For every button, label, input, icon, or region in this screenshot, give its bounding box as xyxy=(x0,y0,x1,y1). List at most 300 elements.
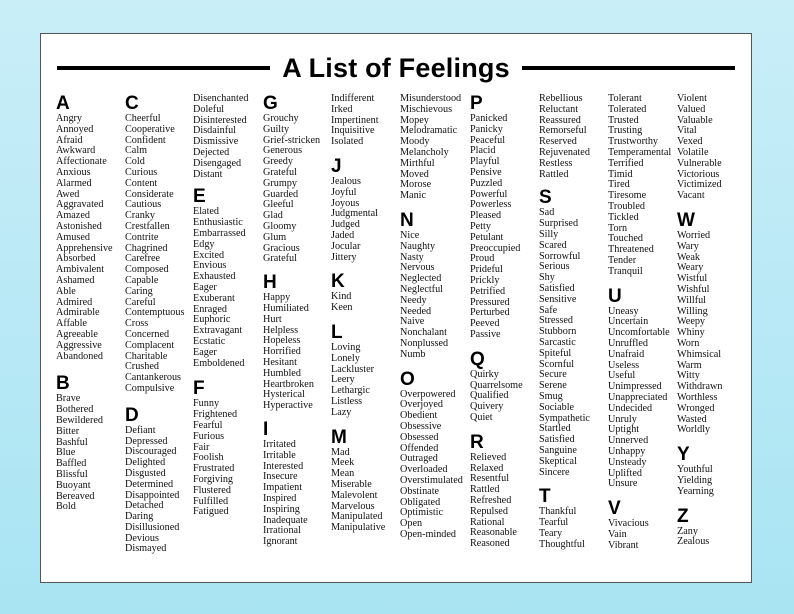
feeling-word: Uncertain xyxy=(608,316,649,328)
feeling-word: Weak xyxy=(677,251,700,263)
feeling-word: Amazed xyxy=(56,210,90,222)
feeling-word: Vulnerable xyxy=(677,157,722,169)
feeling-word: Misunderstood xyxy=(400,93,462,104)
feeling-word: Repulsed xyxy=(470,505,508,517)
feeling-word: Embarrassed xyxy=(193,227,246,239)
feeling-word-list xyxy=(608,94,688,278)
feeling-word: Obstinate xyxy=(400,485,440,497)
feeling-word: Able xyxy=(56,285,76,297)
feeling-word: Meek xyxy=(331,457,355,469)
letter-heading: A xyxy=(56,93,70,114)
feeling-word: Admirable xyxy=(56,307,100,319)
feeling-word: Jaded xyxy=(331,229,355,241)
feeling-word: Awed xyxy=(56,188,80,200)
feeling-word: Ambivalent xyxy=(56,264,105,276)
letter-heading: Y xyxy=(677,444,690,466)
feeling-word: Irritable xyxy=(263,449,296,461)
letter-heading: T xyxy=(539,486,551,508)
feeling-word: Affectionate xyxy=(56,156,107,168)
feeling-word: Yearning xyxy=(677,485,714,497)
feeling-word: Spiteful xyxy=(539,347,572,359)
feeling-word: Tired xyxy=(608,179,630,191)
feeling-word-list xyxy=(193,94,273,180)
letter-heading: E xyxy=(193,186,206,208)
feeling-word-list xyxy=(331,177,411,263)
feeling-word: Unnerved xyxy=(608,435,649,447)
feeling-word: Offended xyxy=(400,442,439,454)
feeling-word: Nonplussed xyxy=(400,337,449,349)
feeling-word: Edgy xyxy=(193,238,215,250)
feeling-word-list xyxy=(400,231,480,361)
feeling-word: Manipulative xyxy=(331,522,386,534)
feeling-word: Victimized xyxy=(677,179,722,191)
feeling-word: Optimistic xyxy=(400,507,444,519)
feeling-word: Emboldened xyxy=(193,357,245,369)
feeling-word: Terrified xyxy=(608,157,644,169)
feeling-word-list xyxy=(677,527,757,549)
feeling-word: Reasoned xyxy=(470,538,510,550)
feeling-word: Afraid xyxy=(56,134,83,146)
letter-group-z xyxy=(677,507,757,549)
feeling-word: Placid xyxy=(470,145,496,157)
feeling-word: Humbled xyxy=(263,367,301,379)
feeling-word: Leery xyxy=(331,374,355,386)
feeling-word: Astonished xyxy=(56,220,102,232)
feeling-word: Grief-stricken xyxy=(263,134,321,146)
letter-heading: F xyxy=(193,378,205,400)
feeling-word: Safe xyxy=(539,304,558,316)
feeling-word: Hurt xyxy=(263,313,282,325)
feeling-word-list xyxy=(400,390,480,541)
letter-heading: N xyxy=(400,209,414,231)
feeling-word: Apprehensive xyxy=(56,242,113,254)
feeling-word: Needed xyxy=(400,305,432,317)
feeling-word: Preoccupied xyxy=(470,242,521,254)
feeling-word: Tearful xyxy=(539,517,569,529)
letter-heading: C xyxy=(125,93,139,114)
feeling-word: Tender xyxy=(608,254,637,266)
feeling-word: Trusting xyxy=(608,125,643,137)
feeling-word: Marvelous xyxy=(331,500,375,512)
feeling-word: Baffled xyxy=(56,458,87,470)
feeling-word: Serious xyxy=(539,261,570,273)
feeling-word: Smug xyxy=(539,390,563,402)
feeling-word: Capable xyxy=(125,274,159,286)
feeling-word: Melodramatic xyxy=(400,125,458,137)
feeling-word: Unafraid xyxy=(608,348,645,360)
feeling-word: Impertinent xyxy=(331,114,379,126)
letter-group-m xyxy=(331,428,411,534)
feeling-word: Devious xyxy=(125,532,159,544)
feeling-word: Open-minded xyxy=(400,528,457,540)
feeling-word: Tiresome xyxy=(608,190,647,202)
feeling-word: Scornful xyxy=(539,358,575,370)
feeling-word: Greedy xyxy=(263,156,293,168)
feeling-word: Prideful xyxy=(470,264,503,276)
feeling-word: Prickly xyxy=(470,274,500,286)
feeling-word: Enthusiastic xyxy=(193,217,243,229)
feeling-word: Serene xyxy=(539,380,567,392)
feeling-word: Enraged xyxy=(193,303,227,315)
letter-group-q xyxy=(470,350,550,424)
feeling-word: Careful xyxy=(125,296,156,308)
feeling-word: Rattled xyxy=(470,484,500,496)
feeling-word: Funny xyxy=(193,398,220,410)
feeling-word: Zealous xyxy=(677,536,710,548)
feeling-word: Guarded xyxy=(263,188,299,200)
feeling-word-list xyxy=(193,207,273,369)
feeling-word: Uplifted xyxy=(608,467,642,479)
feeling-word: Blissful xyxy=(56,468,88,480)
feeling-word: Bashful xyxy=(56,436,88,448)
feeling-word: Resentful xyxy=(470,473,510,485)
feeling-word: Obsessed xyxy=(400,431,439,443)
feeling-word-list xyxy=(470,114,550,341)
letter-heading: Z xyxy=(677,505,689,527)
feeling-word: Inadequate xyxy=(263,514,308,526)
letter-heading: O xyxy=(400,368,415,390)
feeling-word: Secure xyxy=(539,369,567,381)
feeling-word: Numb xyxy=(400,348,426,360)
feeling-word: Fair xyxy=(193,441,210,453)
feeling-word-list xyxy=(608,519,688,551)
feeling-word: Exuberant xyxy=(193,292,235,304)
letter-group-p xyxy=(470,94,550,341)
feeling-word: Wistful xyxy=(677,273,708,285)
feeling-word: Sociable xyxy=(539,401,575,413)
feeling-word: Aggressive xyxy=(56,339,102,351)
feeling-word: Interested xyxy=(263,460,304,472)
feelings-column xyxy=(608,94,688,551)
feeling-word: Kind xyxy=(331,291,352,303)
feeling-word: Neglected xyxy=(400,273,442,285)
feeling-word-list xyxy=(56,394,136,513)
feeling-word: Useful xyxy=(608,370,636,382)
feeling-word-list xyxy=(608,307,688,491)
letter-heading: S xyxy=(539,187,552,209)
feeling-word: Confident xyxy=(125,134,166,146)
feeling-word: Grateful xyxy=(263,166,297,178)
feeling-word: Aggravated xyxy=(56,199,104,211)
feeling-word: Whimsical xyxy=(677,348,722,360)
feeling-word: Isolated xyxy=(331,136,364,148)
feeling-word: Quarrelsome xyxy=(470,379,523,391)
feeling-word: Anxious xyxy=(56,166,91,178)
feeling-word: Restless xyxy=(539,157,573,169)
feeling-word: Bitter xyxy=(56,425,80,437)
feeling-word: Overjoyed xyxy=(400,399,443,411)
feeling-word: Satisfied xyxy=(539,434,575,446)
feeling-word: Melancholy xyxy=(400,146,449,158)
feeling-word: Daring xyxy=(125,511,154,523)
feeling-word: Delighted xyxy=(125,457,166,469)
feeling-word: Mad xyxy=(331,446,350,458)
feelings-column xyxy=(400,94,480,541)
feeling-word: Bothered xyxy=(56,404,94,416)
feeling-word: Naughty xyxy=(400,240,436,252)
feeling-word: Sensitive xyxy=(539,293,577,305)
feelings-column xyxy=(56,94,136,513)
feeling-word: Vacant xyxy=(677,190,705,202)
feeling-word: Cheerful xyxy=(125,113,161,124)
feeling-word: Eager xyxy=(193,346,217,358)
feeling-word: Qualified xyxy=(470,390,509,402)
feeling-word: Worried xyxy=(677,229,711,241)
feeling-word: Vexed xyxy=(677,136,703,148)
feeling-word: Overstimulated xyxy=(400,474,463,486)
feeling-word: Mopey xyxy=(400,114,429,126)
feeling-word: Brave xyxy=(56,393,81,405)
feeling-word-list xyxy=(400,94,480,202)
feeling-word-list xyxy=(331,94,411,148)
feeling-word: Joyful xyxy=(331,186,357,198)
feeling-word: Distant xyxy=(193,168,223,180)
feeling-word: Panicky xyxy=(470,123,503,135)
feeling-word: Thankful xyxy=(539,506,577,518)
feeling-word: Excited xyxy=(193,249,225,261)
letter-group-continued xyxy=(608,94,688,278)
feeling-word: Undecided xyxy=(608,402,653,414)
feelings-sheet xyxy=(40,33,752,583)
feeling-word: Volatile xyxy=(677,146,709,158)
letter-heading: I xyxy=(263,418,269,440)
feeling-word: Nervous xyxy=(400,262,435,274)
letter-group-j xyxy=(331,157,411,263)
feeling-word-list xyxy=(331,292,411,314)
feeling-word: Heartbroken xyxy=(263,378,314,390)
feeling-word: Nonchalant xyxy=(400,327,447,339)
feeling-word: Stressed xyxy=(539,315,573,327)
feeling-word: Helpless xyxy=(263,324,299,336)
feeling-word: Elated xyxy=(193,206,220,218)
letter-heading: Q xyxy=(470,348,485,370)
feeling-word: Bereaved xyxy=(56,490,95,502)
feeling-word: Irrational xyxy=(263,525,301,537)
feeling-word: Outraged xyxy=(400,453,438,465)
feeling-word: Exhausted xyxy=(193,271,236,283)
feeling-word-list xyxy=(677,94,757,202)
feeling-word: Petrified xyxy=(470,285,506,297)
feeling-word: Disillusioned xyxy=(125,521,180,533)
feeling-word: Abandoned xyxy=(56,350,103,362)
feeling-word: Indifferent xyxy=(331,93,375,104)
feeling-word: Worthless xyxy=(677,391,718,403)
letter-heading: J xyxy=(331,155,342,177)
feeling-word: Quiet xyxy=(470,411,493,423)
feeling-word: Powerful xyxy=(470,188,508,200)
feeling-word: Sympathetic xyxy=(539,412,590,424)
feeling-word: Contrite xyxy=(125,231,159,243)
feeling-word: Amused xyxy=(56,231,90,243)
letter-group-continued xyxy=(400,94,480,202)
feeling-word: Willful xyxy=(677,294,707,306)
letter-group-v xyxy=(608,499,688,551)
feeling-word: Vain xyxy=(608,528,627,540)
title-rule-left xyxy=(57,66,270,70)
feeling-word: Flustered xyxy=(193,484,231,496)
feeling-word: Unhappy xyxy=(608,445,646,457)
feeling-word: Nice xyxy=(400,229,420,241)
feeling-word: Caring xyxy=(125,285,153,297)
feeling-word: Temperamental xyxy=(608,146,672,158)
feeling-word: Cantankerous xyxy=(125,372,182,384)
feeling-word-list xyxy=(539,208,619,478)
feeling-word: Tranquil xyxy=(608,265,643,277)
feeling-word: Chagrined xyxy=(125,242,168,254)
feeling-word: Unsure xyxy=(608,478,638,490)
feeling-word: Worn xyxy=(677,337,700,349)
feeling-word: Loving xyxy=(331,341,361,353)
feeling-word: Disengaged xyxy=(193,157,242,169)
feeling-word: Discouraged xyxy=(125,446,177,458)
feeling-word: Wronged xyxy=(677,402,715,414)
letter-group-y xyxy=(677,445,757,497)
feeling-word: Moody xyxy=(400,136,430,148)
feeling-word: Glad xyxy=(263,210,283,222)
feeling-word: Lazy xyxy=(331,406,352,418)
feeling-word: Moved xyxy=(400,168,429,180)
feeling-word: Jittery xyxy=(331,251,357,263)
feeling-word-list xyxy=(470,370,550,424)
feeling-word-list xyxy=(193,399,273,518)
feeling-word: Needy xyxy=(400,294,427,306)
feeling-word: Weary xyxy=(677,262,704,274)
letter-group-w xyxy=(677,211,757,436)
feeling-word: Panicked xyxy=(470,113,508,124)
feeling-word: Grumpy xyxy=(263,177,297,189)
letter-group-t xyxy=(539,487,619,550)
feeling-word: Determined xyxy=(125,478,174,490)
feeling-word: Hysterical xyxy=(263,389,305,401)
feelings-column xyxy=(331,94,411,534)
feeling-word: Reserved xyxy=(539,136,577,148)
feeling-word: Keen xyxy=(331,302,353,314)
feeling-word: Obligated xyxy=(400,496,441,508)
feeling-word: Happy xyxy=(263,292,291,304)
feeling-word: Youthful xyxy=(677,464,713,476)
feeling-word: Thoughtful xyxy=(539,538,585,550)
feeling-word: Unruffled xyxy=(608,337,648,349)
feeling-word: Proud xyxy=(470,253,495,265)
feeling-word: Awkward xyxy=(56,145,96,157)
letter-group-continued xyxy=(539,94,619,180)
feeling-word: Rational xyxy=(470,516,505,528)
feeling-word: Manic xyxy=(400,190,427,202)
feeling-word: Judgmental xyxy=(331,208,378,220)
feeling-word: Judged xyxy=(331,219,360,231)
feeling-word: Naive xyxy=(400,316,425,328)
feeling-word: Silly xyxy=(539,228,559,240)
feeling-word: Grateful xyxy=(263,253,297,265)
feeling-word: Jocular xyxy=(331,240,361,252)
feeling-word: Frustrated xyxy=(193,463,235,475)
feeling-word-list xyxy=(677,465,757,497)
feeling-word: Troubled xyxy=(608,200,645,212)
feeling-word: Trusted xyxy=(608,114,639,126)
feeling-word: Overpowered xyxy=(400,388,456,400)
feeling-word: Hyperactive xyxy=(263,400,313,412)
letter-heading: V xyxy=(608,498,621,520)
feeling-word-list xyxy=(539,94,619,180)
feeling-word: Worldly xyxy=(677,424,711,436)
feeling-word: Peaceful xyxy=(470,134,506,146)
feeling-word: Crushed xyxy=(125,361,159,373)
feeling-word: Carefree xyxy=(125,253,161,265)
feeling-word: Morose xyxy=(400,179,432,191)
feeling-word: Obsessive xyxy=(400,420,442,432)
letter-heading: B xyxy=(56,373,70,395)
feeling-word: Humiliated xyxy=(263,302,309,314)
feeling-word: Disinterested xyxy=(193,114,247,126)
letter-group-u xyxy=(608,287,688,491)
feeling-word: Forgiving xyxy=(193,473,234,485)
feeling-word: Sad xyxy=(539,207,555,219)
feeling-word-list xyxy=(470,453,550,550)
feeling-word: Witty xyxy=(677,370,700,382)
feeling-word: Skeptical xyxy=(539,455,577,467)
feeling-word: Satisfied xyxy=(539,282,575,294)
feeling-word: Detached xyxy=(125,500,164,512)
feeling-word: Mischievous xyxy=(400,103,453,115)
feeling-word: Fearful xyxy=(193,419,223,431)
letter-heading: R xyxy=(470,431,484,453)
feeling-word: Sincere xyxy=(539,466,570,478)
feeling-word: Irked xyxy=(331,103,353,115)
feeling-word: Complacent xyxy=(125,339,175,351)
feeling-word: Agreeable xyxy=(56,328,98,340)
feeling-word: Trustworthy xyxy=(608,136,659,148)
feeling-word: Manipulated xyxy=(331,511,383,523)
feeling-word: Wishful xyxy=(677,283,710,295)
feeling-word: Sanguine xyxy=(539,444,577,456)
feeling-word-list xyxy=(539,507,619,550)
feeling-word: Admired xyxy=(56,296,93,308)
feeling-word: Dismissive xyxy=(193,136,239,148)
feeling-word: Euphoric xyxy=(193,314,231,326)
feeling-word: Valuable xyxy=(677,114,713,126)
feelings-column xyxy=(193,94,273,518)
feeling-word: Quivery xyxy=(470,401,504,413)
feeling-word: Unsteady xyxy=(608,456,647,468)
feeling-word: Irritated xyxy=(263,438,296,450)
letter-heading: G xyxy=(263,93,278,114)
feeling-word: Surprised xyxy=(539,218,579,230)
feelings-column xyxy=(470,94,550,550)
feeling-word: Petty xyxy=(470,220,491,232)
feeling-word: Compulsive xyxy=(125,382,175,394)
letter-heading: U xyxy=(608,285,622,307)
feeling-word: Buoyant xyxy=(56,479,91,491)
page-title: A List of Feelings xyxy=(282,52,510,83)
feeling-word-list xyxy=(677,231,757,436)
feeling-word: Relieved xyxy=(470,451,507,463)
letter-heading: H xyxy=(263,272,277,294)
feeling-word-list xyxy=(56,114,136,362)
feeling-word: Vital xyxy=(677,125,697,137)
title-rule-right xyxy=(522,66,735,70)
feeling-word: Puzzled xyxy=(470,177,503,189)
feeling-word: Foolish xyxy=(193,452,224,464)
feeling-word: Charitable xyxy=(125,350,168,362)
feeling-word: Uncomfortable xyxy=(608,327,670,339)
feeling-word: Crestfallen xyxy=(125,220,170,232)
feeling-word: Rattled xyxy=(539,168,569,180)
feeling-word: Threatened xyxy=(608,244,654,256)
feeling-word: Victorious xyxy=(677,168,720,180)
feeling-word: Lethargic xyxy=(331,385,370,397)
feeling-word: Passive xyxy=(470,328,501,340)
feeling-word: Eager xyxy=(193,281,217,293)
